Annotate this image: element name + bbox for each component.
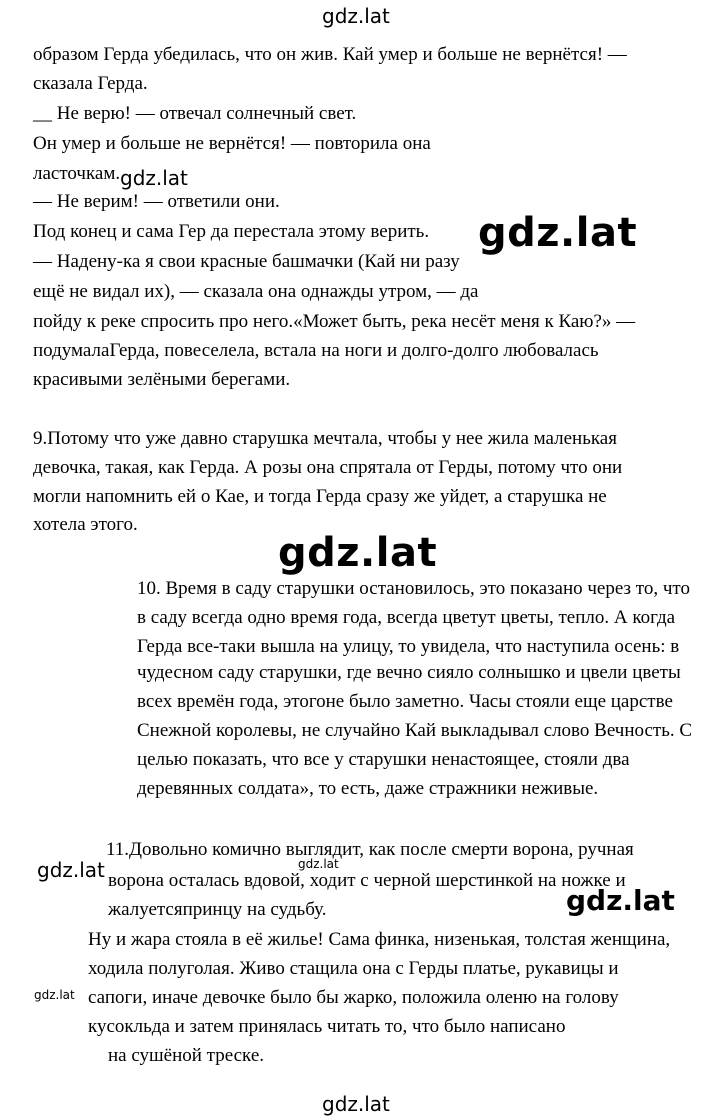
text-line: сапоги, иначе девочке было бы жарко, положила оленю на голову (88, 987, 619, 1008)
watermark-left: gdz.lat (37, 858, 105, 882)
text-line: Он умер и больше не вернётся! — повторила она (33, 133, 431, 154)
text-line: Ну и жара стояла в её жилье! Сама финка, низенькая, толстая женщина, (88, 929, 671, 950)
text-line: деревянных солдата», то есть, даже стражники неживые. (137, 778, 599, 799)
watermark-left-small: gdz.lat (34, 988, 75, 1002)
text-line: — Не верим! — ответили они. (33, 191, 280, 212)
text-line: Снежной королевы, не случайно Кай выкладывал слово Вечность. С (137, 720, 693, 741)
text-line: чудесном саду старушки, где вечно сияло солнышко и цвели цветы (137, 662, 681, 683)
text-line: ворона осталась вдовой, ходит с черной шерстинкой на ножке и (108, 870, 626, 891)
text-line: 10. Время в саду старушки остановилось, это показано через то, что (137, 578, 690, 599)
text-line: — Надену-ка я свои красные башмачки (Кай ни разу (33, 251, 460, 272)
text-line: сказала Герда. (33, 73, 148, 94)
text-line: на сушёной треске. (108, 1045, 264, 1066)
text-line: ещё не видал их), — сказала она однажды утром, — да (33, 281, 479, 302)
watermark-bottom: gdz.lat (322, 1092, 390, 1116)
text-line: всех времён года, этогоне было заметно. Часы стояли еще царстве (137, 691, 673, 712)
watermark-top: gdz.lat (322, 4, 390, 28)
text-line: Герда все-таки вышла на улицу, то увидела, что наступила осень: в (137, 636, 680, 657)
text-line: __ Не верю! — отвечал солнечный свет. (33, 103, 357, 124)
text-line: Под конец и сама Гер да перестала этому верить. (33, 221, 430, 242)
text-line: подумалаГерда, повеселела, встала на ноги и долго-долго любовалась (33, 340, 599, 361)
text-line: девочка, такая, как Герда. А розы она спрятала от Герды, потому что они (33, 457, 623, 478)
text-line: пойду к реке спросить про него.«Может быть, река несёт меня к Каю?» — (33, 311, 636, 332)
watermark-inline: gdz.lat (120, 166, 188, 190)
text-line: в саду всегда одно время года, всегда цветут цветы, тепло. А когда (137, 607, 676, 628)
text-line: 11.Довольно комично выглядит, как после смерти ворона, ручная (106, 839, 634, 860)
text-line: образом Герда убедилась, что он жив. Кай умер и больше не вернётся! — (33, 44, 627, 65)
watermark-small: gdz.lat (298, 857, 339, 871)
text-line: ласточкам. (33, 163, 121, 184)
text-line: кусокльда и затем принялась читать то, что было написано (88, 1016, 566, 1037)
text-line: 9.Потому что уже давно старушка мечтала, чтобы у нее жила маленькая (33, 428, 617, 449)
text-line: жалуетсяпринцу на судьбу. (108, 899, 327, 920)
text-line: хотела этого. (33, 514, 138, 535)
watermark-right: gdz.lat (566, 884, 675, 917)
watermark-large: gdz.lat (278, 530, 438, 576)
text-line: ходила полуголая. Живо стащила она с Герды платье, рукавицы и (88, 958, 619, 979)
watermark-large: gdz.lat (478, 210, 638, 256)
text-line: могли напомнить ей о Кае, и тогда Герда сразу же уйдет, а старушка не (33, 486, 607, 507)
text-line: красивыми зелёными берегами. (33, 369, 291, 390)
text-line: целью показать, что все у старушки ненастоящее, стояли два (137, 749, 630, 770)
